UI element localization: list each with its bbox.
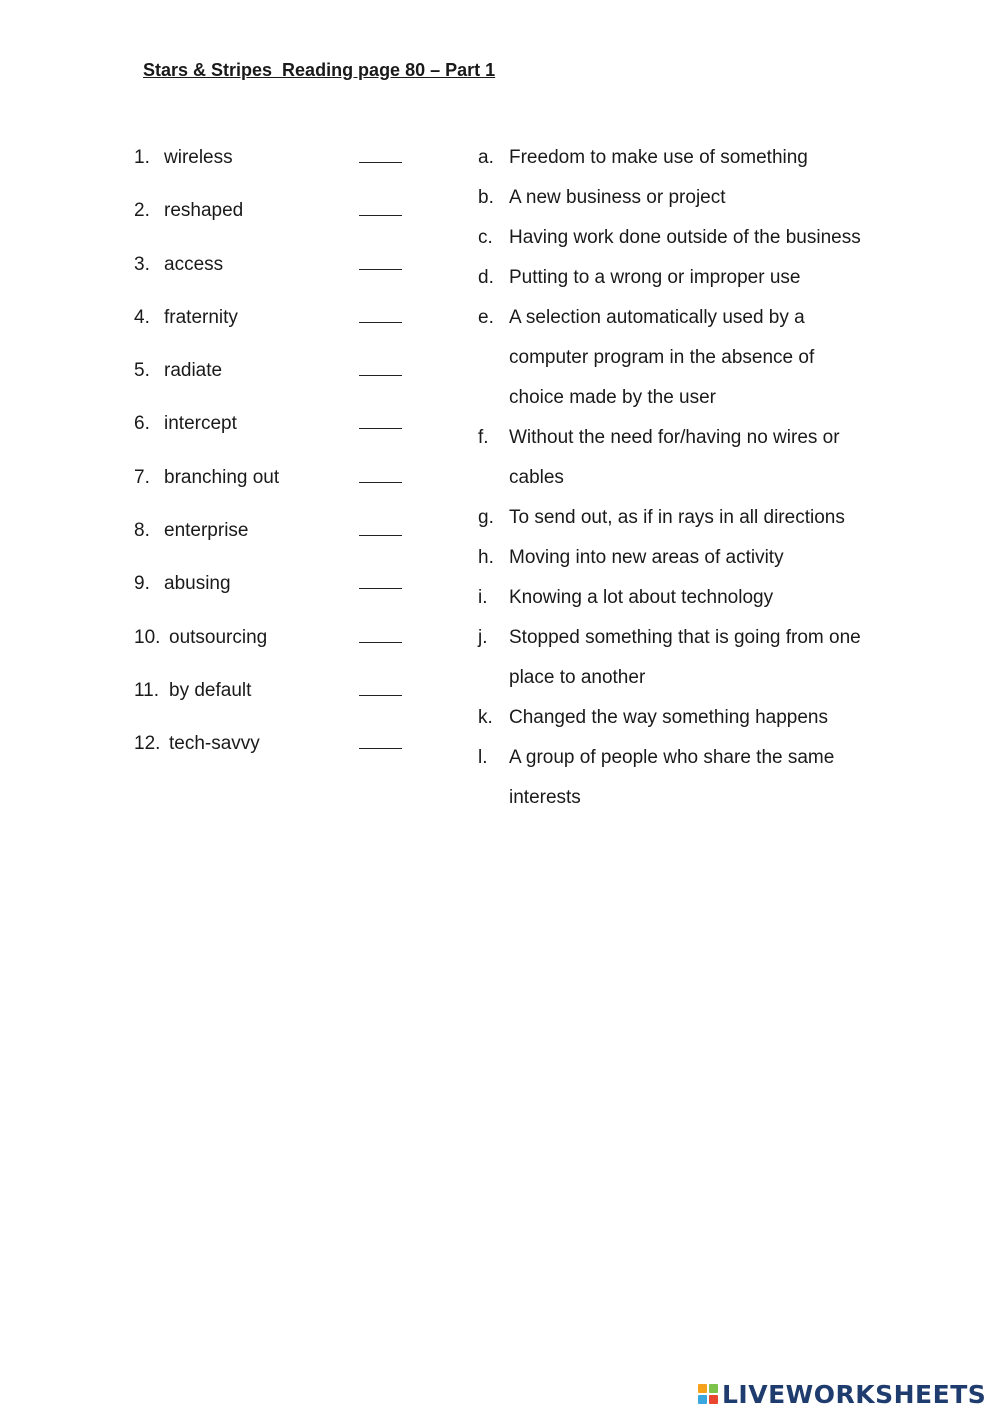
word-list (134, 145, 424, 785)
definition-letter: f. (478, 427, 489, 448)
logo-text: LIVEWORKSHEETS (722, 1379, 987, 1409)
answer-blank[interactable] (359, 588, 402, 589)
word-number: 8. (134, 520, 150, 542)
logo-icon (698, 1384, 718, 1404)
definition-letter: h. (478, 547, 494, 568)
word-text: abusing (164, 573, 231, 595)
definition-letter: a. (478, 147, 494, 168)
definition-text: Changed the way something happens (509, 707, 829, 728)
definition-letter: c. (478, 227, 493, 248)
answer-blank[interactable] (359, 428, 402, 429)
answer-blank[interactable] (359, 215, 402, 216)
word-text: wireless (164, 147, 233, 168)
definition-text: To send out, as if in rays in all directions (509, 507, 845, 528)
word-number: 2. (134, 200, 150, 222)
word-text: tech-savvy (169, 733, 260, 755)
word-item-8 (134, 518, 424, 571)
word-text: intercept (164, 413, 237, 435)
definition-letter: j. (478, 627, 488, 648)
answer-blank[interactable] (359, 269, 402, 270)
word-item-2 (134, 198, 424, 251)
definition-text: A selection automatically used by a computer program in the absence of choice made by the user (509, 307, 815, 408)
definition-text: A new business or project (509, 187, 726, 208)
logo-cell-icon (698, 1395, 707, 1404)
word-item-6 (134, 411, 424, 464)
definition-letter: d. (478, 267, 494, 288)
definition-text: Without the need for/having no wires or cables (509, 427, 840, 488)
answer-blank[interactable] (359, 322, 402, 323)
word-text: radiate (164, 360, 223, 382)
answer-blank[interactable] (359, 695, 402, 696)
word-item-9 (134, 571, 424, 624)
word-number: 10. (134, 626, 161, 648)
liveworksheets-logo (698, 1377, 986, 1411)
answer-blank[interactable] (359, 642, 402, 643)
word-text: by default (169, 679, 252, 701)
word-item-10 (134, 625, 424, 678)
answer-blank[interactable] (359, 748, 402, 749)
word-number: 12. (134, 733, 161, 755)
word-item-5 (134, 358, 424, 411)
definition-text: Knowing a lot about technology (509, 587, 774, 608)
definition-letter: k. (478, 707, 493, 728)
word-item-4 (134, 305, 424, 358)
word-text: outsourcing (169, 626, 268, 648)
word-item-12 (134, 731, 424, 784)
definition-item-l (478, 745, 978, 825)
word-number: 9. (134, 573, 150, 595)
definition-text: Moving into new areas of activity (509, 547, 784, 568)
word-text: enterprise (164, 520, 249, 542)
word-text: branching out (164, 466, 280, 488)
definition-item-f (478, 425, 978, 505)
definition-item-e (478, 305, 978, 425)
definition-letter: l. (478, 747, 488, 768)
worksheet-title: Stars & Stripes Reading page 80 – Part 1 (143, 60, 496, 80)
definition-text: Putting to a wrong or improper use (509, 267, 801, 288)
definition-text: Having work done outside of the business (509, 227, 861, 248)
definition-letter: e. (478, 307, 494, 328)
word-number: 11. (134, 679, 160, 701)
definition-letter: g. (478, 507, 494, 528)
word-number: 5. (134, 360, 150, 382)
definition-letter: i. (478, 587, 488, 608)
word-text: fraternity (164, 306, 238, 328)
answer-blank[interactable] (359, 535, 402, 536)
word-number: 3. (134, 253, 150, 275)
word-number: 4. (134, 306, 150, 328)
definition-text: Freedom to make use of something (509, 147, 808, 168)
word-text: access (164, 253, 224, 275)
definition-item-j (478, 625, 978, 705)
definition-list (478, 145, 978, 825)
answer-blank[interactable] (359, 482, 402, 483)
word-number: 7. (134, 466, 150, 488)
word-item-1 (134, 145, 424, 198)
word-text: reshaped (164, 200, 244, 222)
word-item-3 (134, 252, 424, 305)
word-number: 1. (134, 147, 150, 168)
logo-cell-icon (709, 1384, 718, 1393)
answer-blank[interactable] (359, 162, 402, 163)
word-item-7 (134, 465, 424, 518)
definition-letter: b. (478, 187, 494, 208)
definition-text: A group of people who share the same interests (509, 747, 835, 808)
logo-cell-icon (709, 1395, 718, 1404)
definition-text: Stopped something that is going from one place to another (509, 627, 861, 688)
logo-cell-icon (698, 1384, 707, 1393)
word-number: 6. (134, 413, 150, 435)
word-item-11 (134, 678, 424, 731)
answer-blank[interactable] (359, 375, 402, 376)
